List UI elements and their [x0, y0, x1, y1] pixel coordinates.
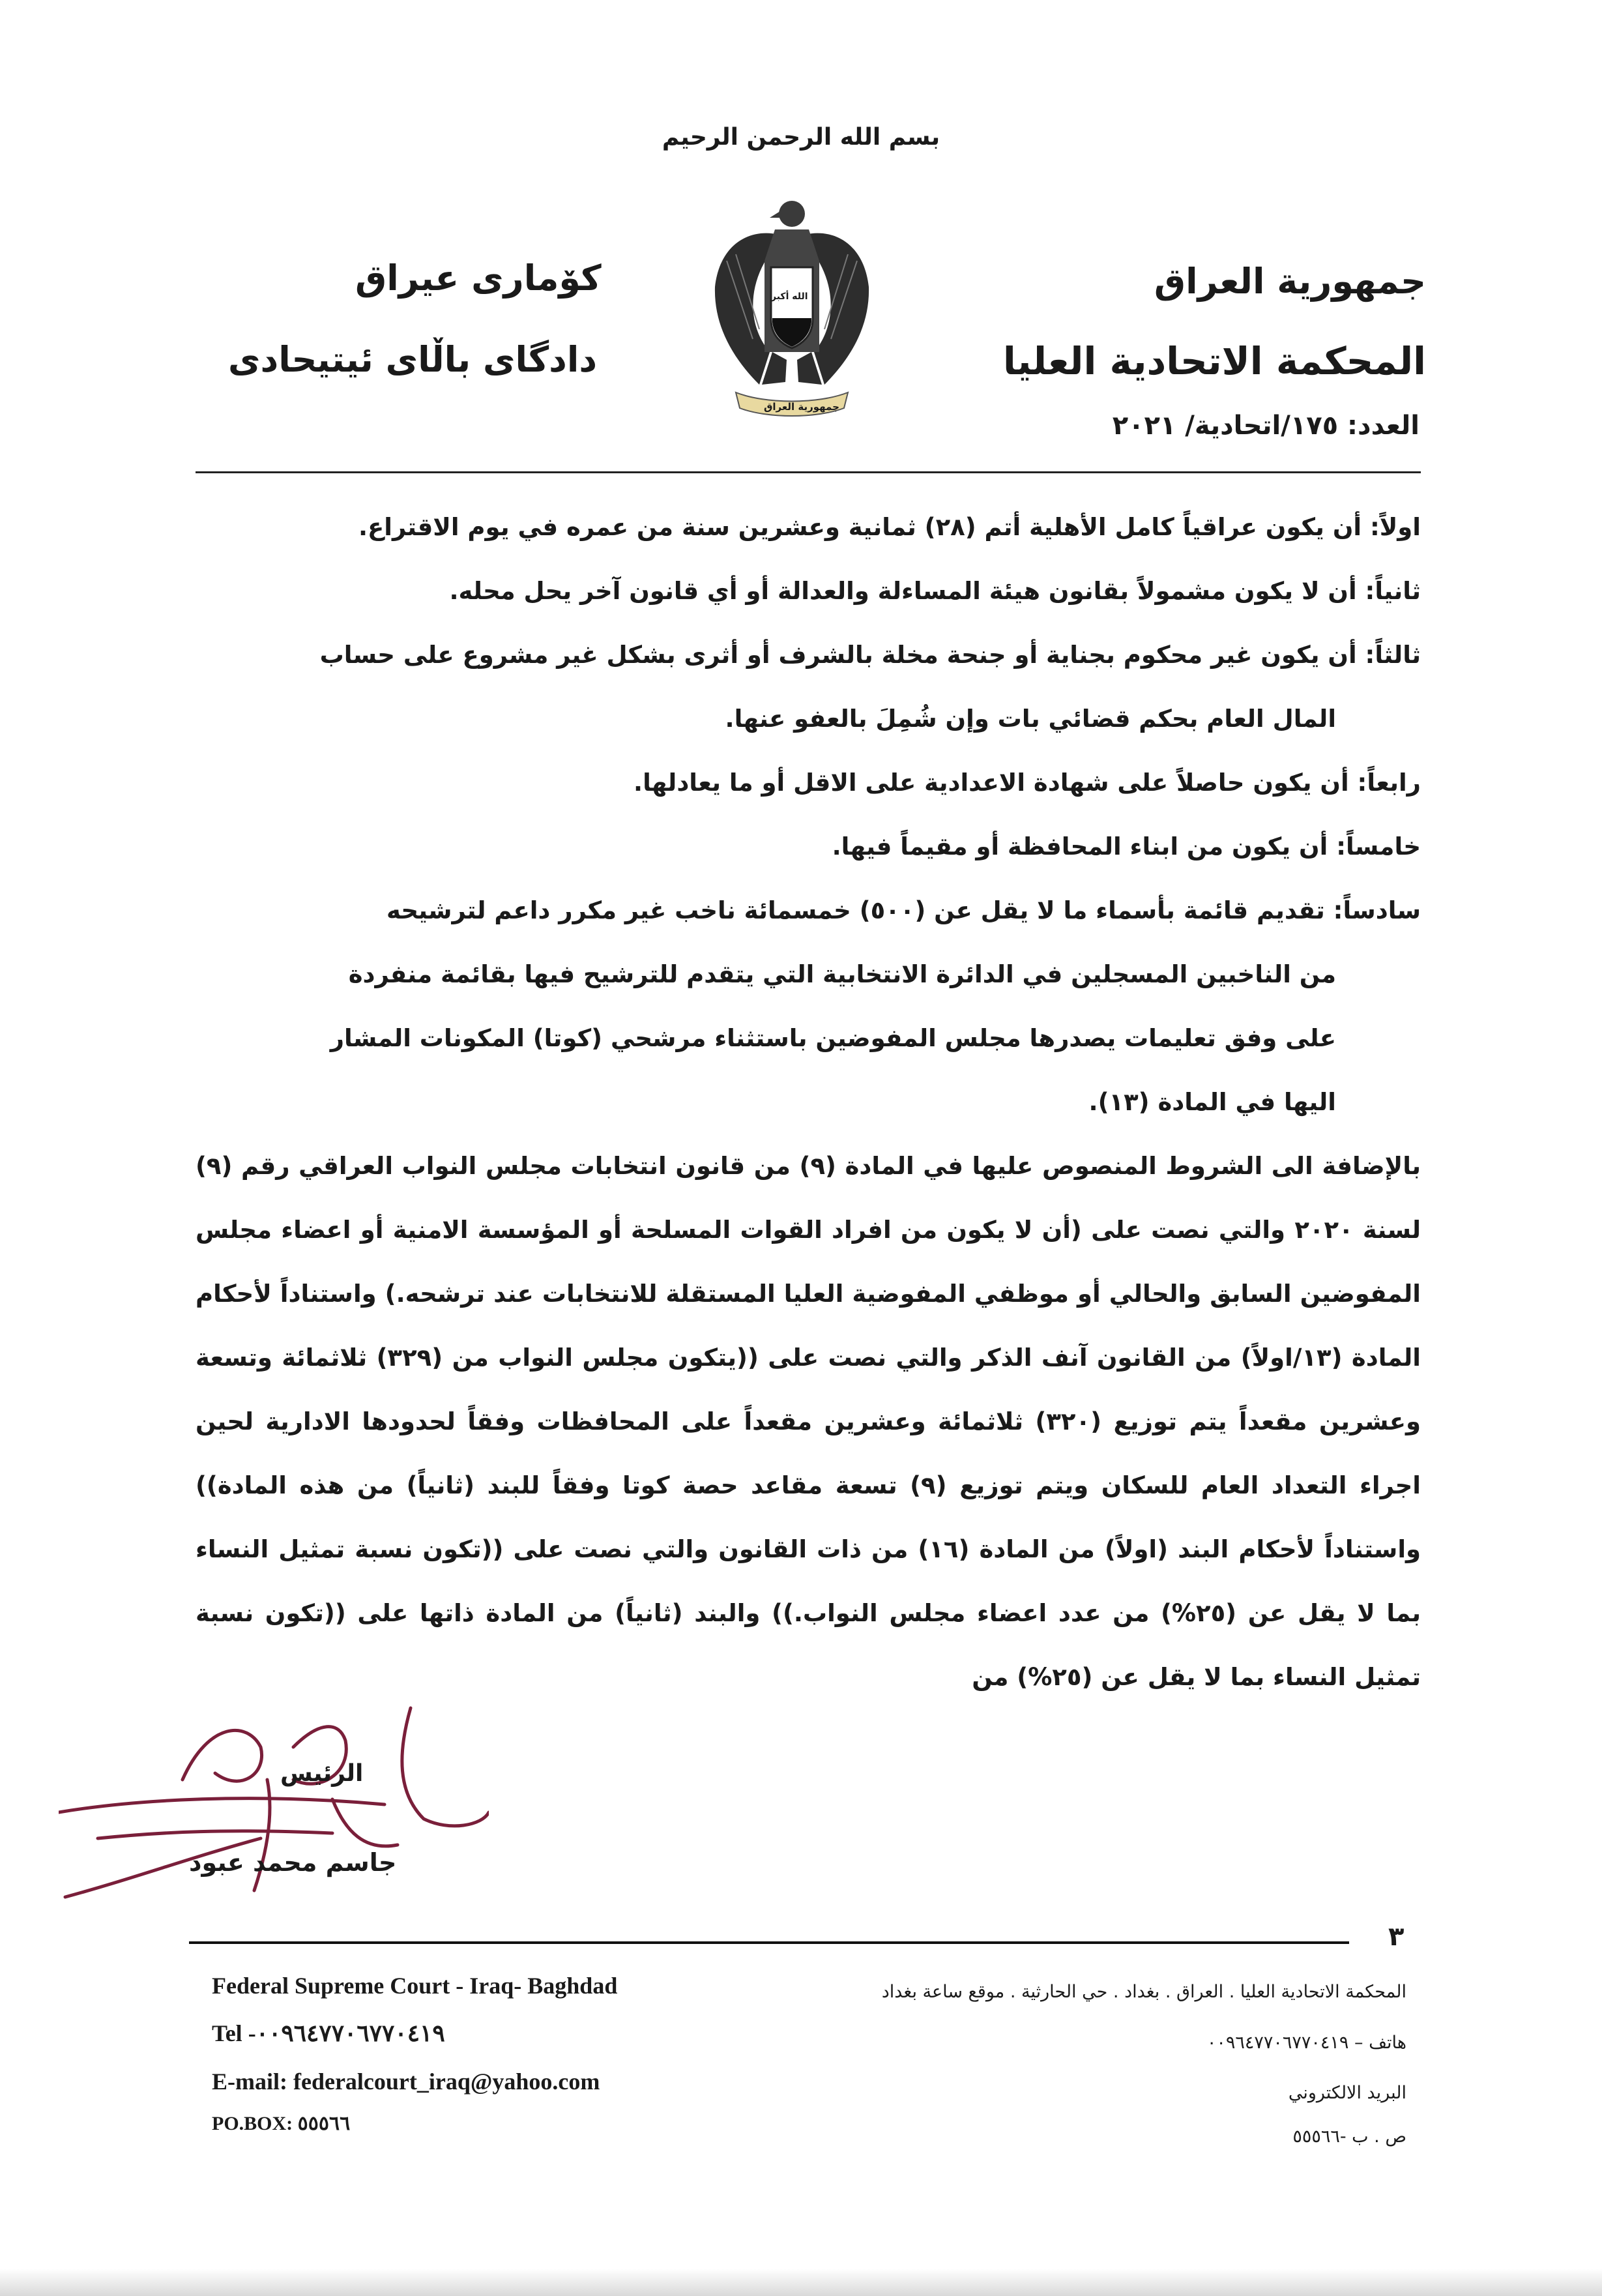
signatory-name: جاسم محمد عبود [189, 1848, 397, 1877]
scan-edge [0, 2269, 1602, 2296]
footer-email-label-arabic: البريد الالكتروني [1288, 2083, 1406, 2103]
paragraph-sixth-continued-2: على وفق تعليمات يصدرها مجلس المفوضين باستثناء مرشحي (كوتا) المكونات المشار [330, 1024, 1336, 1052]
footer-court-english: Federal Supreme Court - Iraq- Baghdad [212, 1973, 618, 1999]
paragraph-fifth: خامساً: أن يكون من ابناء المحافظة أو مقيماً فيها. [832, 832, 1421, 861]
paragraph-second: ثانياً: أن لا يكون مشمولاً بقانون هيئة المساءلة والعدالة أو أي قانون آخر يحل محله. [449, 577, 1421, 605]
footer-pobox-arabic: ص . ب -٥٥٥٦٦ [1292, 2127, 1406, 2147]
page-number: ٣ [1388, 1922, 1405, 1952]
footer-address-arabic: المحكمة الاتحادية العليا . العراق . بغداد . حي الحارثية . موقع ساعة بغداد [881, 1982, 1406, 2002]
court-name-kurdish: دادگای باڵای ئیتیحادی [228, 339, 598, 380]
reference-number: العدد: ١٧٥/اتحادية/ ٢٠٢١ [1112, 411, 1420, 441]
paragraph-third: ثالثاً: أن يكون غير محكوم بجناية أو جنحة مخلة بالشرف أو أثرى بشكل غير مشروع على حساب [319, 641, 1421, 669]
paragraph-main: بالإضافة الى الشروط المنصوص عليها في المادة (٩) من قانون انتخابات مجلس النواب العراقي رقم (٩) لسنة ٢٠٢٠ والتي نصت على (أن لا يكون من افراد القوات المسلحة أو المؤسسة الامنية أو اعضاء مجلس المفوضين السابق والحالي أو موظفي المفوضية العليا المستقلة للانتخابات عند ترشحه.) واستناداً لأحكام المادة (١٣/اولاً) من القانون آنف الذكر والتي نصت على ((يتكون مجلس النواب من (٣٢٩) ثلاثمائة وتسعة وعشرين مقعداً يتم توزيع (٣٢٠) ثلاثمائة وعشرين مقعداً على المحافظات وفقاً لحدودها الادارية لحين اجراء التعداد العام للسكان ويتم توزيع (٩) تسعة مقاعد حصة كوتا وفقاً للبند (ثانياً) من هذه المادة)) واستناداً لأحكام البند (اولاً) من المادة (١٦) من ذات القانون والتي نصت على ((تكون نسبة تمثيل النساء بما لا يقل عن (٢٥%) من عدد اعضاء مجلس النواب.)) والبند (ثانياً) من المادة ذاتها على ((تكون نسبة تمثيل النساء بما لا يقل عن (٢٥%) من [196, 1152, 1421, 1691]
footer-tel-english: Tel -٠٠٩٦٤٧٧٠٦٧٧٠٤١٩ [212, 2020, 445, 2046]
footer-phone-arabic: هاتف – ٠٠٩٦٤٧٧٠٦٧٧٠٤١٩ [1206, 2033, 1406, 2053]
footer-divider [189, 1941, 1349, 1944]
document-body [196, 495, 1421, 1709]
court-name-arabic: المحكمة الاتحادية العليا [1002, 339, 1426, 383]
paragraph-sixth: سادساً: تقديم قائمة بأسماء ما لا يقل عن (٥٠٠) خمسمائة ناخب غير مكرر داعم لترشيحه [386, 896, 1421, 924]
paragraph-third-continued: المال العام بحكم قضائي بات وإن شُمِلَ بالعفو عنها. [725, 705, 1336, 733]
signatory-title: الرئيس [280, 1760, 364, 1787]
footer-email-english[interactable]: E-mail: federalcourt_iraq@yahoo.com [212, 2068, 600, 2095]
iraq-eagle-emblem-icon [707, 189, 877, 424]
basmala: بسم الله الرحمن الرحيم [662, 124, 940, 151]
paragraph-fourth: رابعاً: أن يكون حاصلاً على شهادة الاعدادية على الاقل أو ما يعادلها. [634, 769, 1421, 797]
paragraph-first: اولاً: أن يكون عراقياً كامل الأهلية أتم (٢٨) ثمانية وعشرين سنة من عمره في يوم الاقتراع. [358, 513, 1421, 541]
header-divider [196, 471, 1421, 473]
emblem-shield-text: الله أكبر [771, 291, 808, 302]
paragraph-sixth-continued-1: من الناخبين المسجلين في الدائرة الانتخابية التي يتقدم للترشيح فيها بقائمة منفردة [348, 960, 1336, 988]
paragraph-sixth-continued-3: اليها في المادة (١٣). [1088, 1088, 1336, 1116]
emblem-scroll-text: جمهورية العراق [764, 401, 839, 413]
country-name-kurdish: کۆماری عیراق [355, 258, 602, 299]
footer-pobox-english: PO.BOX: ٥٥٥٦٦ [212, 2113, 351, 2134]
country-name-arabic: جمهورية العراق [1154, 261, 1426, 302]
